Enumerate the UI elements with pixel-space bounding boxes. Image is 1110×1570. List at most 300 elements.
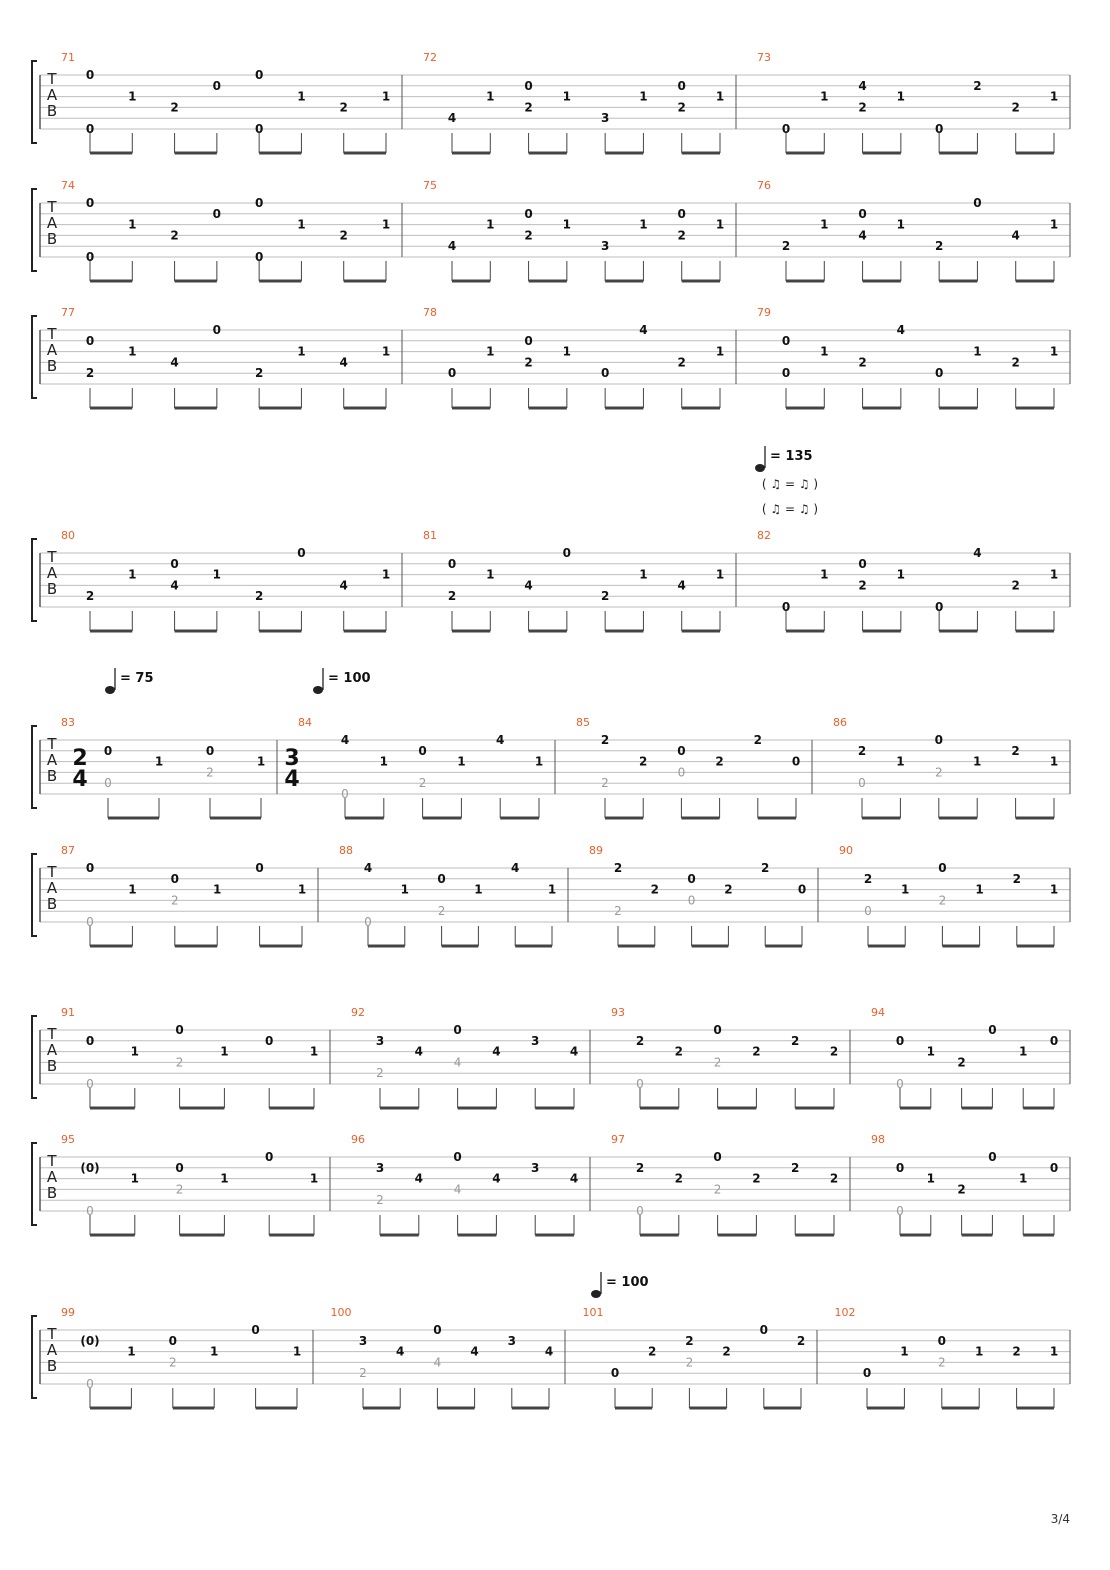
fret-number: 0	[988, 1150, 997, 1164]
fret-number: 3	[531, 1033, 540, 1048]
tab-clef-letter: A	[46, 214, 58, 232]
fret-number: 0	[447, 556, 457, 571]
fret-number: 0	[934, 122, 944, 136]
fret-number: 0	[254, 122, 264, 136]
fret-number: 2	[791, 1033, 800, 1048]
fret-number: 0	[677, 743, 686, 758]
fret-number: 1	[210, 1344, 219, 1359]
measure-number: 89	[589, 844, 603, 857]
fret-number: 0	[85, 68, 95, 82]
fret-number: 0	[896, 1077, 904, 1091]
fret-number: 2	[613, 861, 623, 875]
fret-number: 2	[724, 882, 733, 897]
fret-number: 1	[562, 217, 572, 232]
fret-number: 2	[648, 1344, 657, 1359]
system-bracket	[32, 726, 37, 808]
fret-number: 0	[781, 600, 791, 614]
fret-number: 1	[1019, 1171, 1028, 1186]
fret-number: 2	[1011, 355, 1020, 370]
measure-number: 87	[61, 844, 75, 857]
quarter-note-icon	[591, 1290, 601, 1298]
fret-number: 1	[292, 1344, 302, 1359]
fret-number: 2	[168, 1355, 177, 1370]
fret-number: 0	[86, 1077, 94, 1091]
fret-number: 1	[379, 754, 388, 769]
fret-number: 4	[973, 546, 982, 560]
time-signature-denominator: 4	[72, 767, 88, 792]
measure-number: 78	[423, 306, 437, 319]
fret-number: 1	[297, 89, 306, 104]
fret-number: 1	[297, 344, 306, 359]
fret-number: 2	[206, 765, 214, 780]
measure-number: 76	[757, 179, 771, 192]
fret-number: 2	[170, 893, 179, 908]
fret-number: 1	[896, 567, 906, 582]
fret-number: 2	[753, 733, 762, 747]
tab-clef-letter: A	[46, 751, 58, 769]
fret-number: 0	[938, 861, 947, 875]
fret-number: 4	[1011, 228, 1020, 243]
fret-number: 1	[1049, 567, 1059, 582]
fret-number: 0	[713, 1150, 722, 1164]
fret-number: 2	[376, 1193, 384, 1208]
measure-number: 74	[61, 179, 75, 192]
measure-number: 84	[298, 716, 312, 729]
fret-number: 2	[829, 1044, 839, 1059]
tab-clef-letter: B	[46, 1057, 58, 1075]
fret-number: 0	[781, 366, 791, 381]
fret-number: 1	[820, 217, 829, 232]
fret-number: 2	[674, 1044, 683, 1059]
fret-number: 2	[863, 871, 873, 886]
fret-number: 4	[363, 861, 373, 875]
system-bracket	[32, 1143, 37, 1225]
fret-number: 1	[128, 344, 137, 359]
fret-number: 0	[433, 1323, 442, 1337]
tab-clef-letter: B	[46, 767, 58, 785]
fret-number: 4	[858, 228, 867, 243]
fret-number: 1	[128, 567, 137, 582]
fret-number: 0	[636, 1077, 644, 1091]
fret-number: 2	[715, 754, 724, 769]
fret-number: 2	[957, 1055, 966, 1070]
fret-number: 1	[547, 882, 557, 897]
fret-number: 0	[205, 743, 215, 758]
system-bracket	[32, 854, 37, 936]
tempo-value: = 75	[120, 671, 154, 686]
system-bracket	[32, 1316, 37, 1398]
tab-clef-letter: A	[46, 879, 58, 897]
tempo-value: = 100	[606, 1275, 649, 1290]
fret-number: 2	[938, 893, 947, 908]
fret-number: 0	[103, 743, 113, 758]
fret-number: 0	[791, 754, 801, 769]
fret-number: 2	[600, 733, 610, 747]
fret-number: 0	[175, 1160, 184, 1175]
tab-clef-letter: A	[46, 86, 58, 104]
fret-number: 1	[127, 1344, 136, 1359]
fret-number: 2	[650, 882, 659, 897]
fret-number: 2	[339, 100, 348, 115]
measure-number: 72	[423, 51, 437, 64]
system-bracket	[32, 316, 37, 398]
fret-number: 0	[988, 1023, 997, 1037]
fret-number: 1	[1049, 1344, 1059, 1359]
fret-number: 2	[677, 228, 686, 243]
measure-number: 95	[61, 1133, 75, 1146]
fret-number: 0	[858, 776, 866, 791]
tab-clef-letter: A	[46, 1041, 58, 1059]
fret-number: 2	[601, 776, 609, 791]
fret-number: 2	[761, 861, 770, 875]
fret-number: 4	[340, 733, 350, 747]
fret-number: 2	[418, 776, 427, 791]
system-bracket	[32, 539, 37, 621]
fret-number: 2	[858, 355, 867, 370]
fret-number: 2	[685, 1333, 694, 1348]
fret-number: 0	[170, 556, 179, 571]
fret-number: 4	[453, 1055, 462, 1070]
fret-number: 1	[896, 217, 906, 232]
tab-clef-letter: T	[47, 1325, 57, 1343]
fret-number: 1	[220, 1044, 229, 1059]
fret-number: 0	[524, 333, 533, 348]
fret-number: 0	[85, 196, 95, 210]
fret-number: 1	[926, 1044, 935, 1059]
fret-number: 0	[85, 122, 95, 136]
fret-number: 4	[396, 1344, 405, 1359]
fret-number: 0	[175, 1023, 184, 1037]
fret-number: 1	[381, 89, 391, 104]
time-signature-numerator: 2	[72, 746, 88, 771]
fret-number: 0	[934, 733, 943, 747]
tab-clef-letter: T	[47, 863, 57, 881]
fret-number: 1	[639, 567, 648, 582]
fret-number: 2	[796, 1333, 806, 1348]
fret-number: 1	[715, 344, 725, 359]
fret-number: 2	[829, 1171, 839, 1186]
fret-number: 2	[857, 743, 867, 758]
fret-number: 2	[524, 228, 533, 243]
fret-number: 4	[492, 1171, 501, 1186]
fret-number: 1	[901, 882, 910, 897]
fret-number: 0	[86, 1204, 94, 1218]
fret-number: 1	[973, 754, 982, 769]
measure-number: 98	[871, 1133, 885, 1146]
fret-number: 0	[212, 206, 222, 221]
fret-number: 4	[453, 1182, 462, 1197]
fret-number: 4	[414, 1171, 423, 1186]
fret-number: 0	[858, 556, 867, 571]
fret-number: 0	[781, 333, 791, 348]
fret-number: 4	[433, 1355, 442, 1370]
fret-number: 3	[375, 1160, 385, 1175]
measure-number: 88	[339, 844, 353, 857]
fret-number: 0	[895, 1033, 905, 1048]
fret-number: 2	[639, 754, 648, 769]
fret-number: 1	[715, 567, 725, 582]
fret-number: 2	[376, 1066, 384, 1081]
fret-number: 3	[531, 1160, 540, 1175]
fret-number: 3	[600, 239, 610, 254]
quarter-note-icon	[755, 464, 765, 472]
fret-number: 2	[858, 578, 867, 593]
fret-number: 1	[900, 1344, 909, 1359]
fret-number: 0	[1049, 1160, 1059, 1175]
fret-number: 2	[677, 100, 686, 115]
tab-clef-letter: T	[47, 70, 57, 88]
fret-number: 0	[781, 122, 791, 136]
time-signature-numerator: 3	[284, 746, 300, 771]
fret-number: 0	[453, 1150, 462, 1164]
tab-clef-letter: T	[47, 735, 57, 753]
fret-number: 0	[85, 250, 95, 264]
fret-number: 2	[85, 366, 95, 381]
fret-number: 1	[309, 1044, 319, 1059]
fret-number: 0	[562, 546, 572, 560]
fret-number: 4	[858, 78, 867, 93]
fret-number: 1	[297, 882, 307, 897]
fret-number: 2	[781, 239, 791, 254]
system-bracket	[32, 61, 37, 143]
fret-number: 0	[937, 1333, 946, 1348]
fret-number: 0	[895, 1160, 905, 1175]
fret-number: 3	[507, 1333, 516, 1348]
fret-number: 0	[212, 323, 222, 337]
fret-number: 3	[600, 111, 610, 126]
fret-number: 2	[1011, 100, 1020, 115]
fret-number: 1	[715, 217, 725, 232]
measure-number: 94	[871, 1006, 885, 1019]
fret-number: 1	[213, 882, 222, 897]
fret-number: 0	[297, 546, 306, 560]
fret-number: 1	[562, 344, 572, 359]
fret-number: 1	[128, 882, 137, 897]
fret-number: 2	[791, 1160, 800, 1175]
measure-number: 97	[611, 1133, 625, 1146]
tab-clef-letter: T	[47, 548, 57, 566]
measure-number: 85	[576, 716, 590, 729]
measure-number: 71	[61, 51, 75, 64]
fret-number: 0	[713, 1023, 722, 1037]
measure-number: 100	[330, 1306, 352, 1319]
fret-number: 4	[896, 323, 906, 337]
tab-clef-letter: B	[46, 1184, 58, 1202]
fret-number: 2	[524, 100, 533, 115]
fret-number: 2	[957, 1182, 966, 1197]
fret-number: 1	[973, 344, 982, 359]
fret-number: 2	[175, 1055, 184, 1070]
fret-number: 0	[858, 206, 867, 221]
measure-number: 79	[757, 306, 771, 319]
tab-clef-letter: B	[46, 102, 58, 120]
fret-number: 0	[418, 743, 427, 758]
fret-number: 4	[170, 355, 179, 370]
fret-number: 0	[610, 1366, 620, 1381]
fret-number: 0	[255, 861, 264, 875]
fret-number: 1	[128, 217, 137, 232]
fret-number: 0	[636, 1204, 644, 1218]
tab-clef-letter: A	[46, 1168, 58, 1186]
measure-number: 90	[839, 844, 853, 857]
tab-clef-letter: B	[46, 1357, 58, 1375]
fret-number: 2	[614, 904, 622, 919]
tab-clef-letter: B	[46, 580, 58, 598]
fret-number: 4	[524, 578, 533, 593]
fret-number: 4	[414, 1044, 423, 1059]
measure-number: 92	[351, 1006, 365, 1019]
fret-number: 1	[896, 754, 905, 769]
fret-number: 2	[1012, 1344, 1021, 1359]
fret-number: 1	[639, 217, 648, 232]
quarter-note-icon	[105, 686, 115, 694]
measure-number: 96	[351, 1133, 365, 1146]
fret-number: (0)	[80, 1333, 100, 1348]
fret-number: 4	[339, 578, 348, 593]
fret-number: 4	[496, 733, 505, 747]
time-signature-denominator: 4	[284, 767, 300, 792]
measure-number: 91	[61, 1006, 75, 1019]
fret-number: 1	[1019, 1044, 1028, 1059]
swing-marking: ( ♫ = ♫ )	[761, 477, 819, 491]
fret-number: 2	[339, 228, 348, 243]
fret-number: 1	[896, 89, 906, 104]
measure-number: 73	[757, 51, 771, 64]
fret-number: 0	[85, 861, 95, 875]
tab-clef-letter: T	[47, 198, 57, 216]
fret-number: 1	[154, 754, 164, 769]
fret-number: 2	[254, 589, 264, 604]
fret-number: 0	[447, 366, 457, 381]
measure-number: 102	[834, 1306, 856, 1319]
fret-number: 0	[254, 68, 264, 82]
fret-number: 1	[1049, 89, 1059, 104]
fret-number: 0	[759, 1323, 768, 1337]
fret-number: 0	[1049, 1033, 1059, 1048]
fret-number: 4	[447, 111, 457, 126]
tab-clef-letter: T	[47, 1025, 57, 1043]
measure-number: 80	[61, 529, 75, 542]
fret-number: 2	[713, 1182, 722, 1197]
fret-number: 0	[85, 333, 95, 348]
fret-number: 4	[339, 355, 348, 370]
fret-number: 1	[1049, 344, 1059, 359]
measure-number: 99	[61, 1306, 75, 1319]
fret-number: 0	[251, 1323, 260, 1337]
fret-number: 0	[85, 1033, 95, 1048]
fret-number: 4	[569, 1171, 579, 1186]
fret-number: 0	[168, 1333, 177, 1348]
measure-number: 81	[423, 529, 437, 542]
fret-number: 3	[358, 1333, 368, 1348]
measure-number: 101	[582, 1306, 604, 1319]
fret-number: 2	[722, 1344, 731, 1359]
fret-number: 0	[437, 871, 446, 886]
tab-clef-letter: B	[46, 357, 58, 375]
fret-number: 1	[381, 567, 391, 582]
fret-number: 2	[858, 100, 867, 115]
fret-number: 1	[486, 344, 495, 359]
fret-number: 1	[256, 754, 266, 769]
fret-number: 1	[1049, 882, 1059, 897]
fret-number: 2	[1011, 578, 1020, 593]
fret-number: 0	[600, 366, 610, 381]
swing-marking: ( ♫ = ♫ )	[761, 502, 819, 516]
fret-number: 4	[639, 323, 648, 337]
fret-number: 1	[562, 89, 572, 104]
fret-number: 2	[175, 1182, 184, 1197]
fret-number: 0	[86, 915, 94, 929]
fret-number: 1	[1049, 754, 1059, 769]
measure-number: 82	[757, 529, 771, 542]
fret-number: 0	[524, 78, 533, 93]
measure-number: 77	[61, 306, 75, 319]
fret-number: 0	[86, 1377, 94, 1391]
tab-clef-letter: A	[46, 564, 58, 582]
fret-number: 2	[934, 239, 944, 254]
fret-number: 4	[511, 861, 520, 875]
fret-number: 0	[170, 871, 179, 886]
fret-number: 0	[677, 765, 686, 780]
fret-number: 1	[474, 882, 483, 897]
system-bracket	[32, 189, 37, 271]
fret-number: 2	[447, 589, 457, 604]
system-bracket	[32, 1016, 37, 1098]
tab-clef-letter: B	[46, 230, 58, 248]
measure-number: 86	[833, 716, 847, 729]
fret-number: 1	[130, 1044, 139, 1059]
fret-number: 0	[212, 78, 222, 93]
fret-number: 1	[212, 567, 222, 582]
fret-number: 1	[297, 217, 306, 232]
fret-number: 4	[447, 239, 457, 254]
fret-number: 2	[752, 1044, 761, 1059]
fret-number: 2	[1012, 871, 1021, 886]
fret-number: 0	[341, 787, 349, 801]
tempo-value: = 135	[770, 449, 813, 464]
measure-number: 75	[423, 179, 437, 192]
fret-number: 4	[677, 578, 686, 593]
fret-number: 1	[457, 754, 466, 769]
fret-number: 2	[170, 100, 179, 115]
fret-number: 0	[973, 196, 982, 210]
fret-number: 0	[254, 250, 264, 264]
fret-number: 1	[715, 89, 725, 104]
fret-number: 1	[381, 217, 391, 232]
fret-number: 0	[687, 871, 696, 886]
fret-number: 0	[453, 1023, 462, 1037]
fret-number: 2	[973, 78, 982, 93]
fret-number: 1	[926, 1171, 935, 1186]
fret-number: 2	[752, 1171, 761, 1186]
tempo-value: = 100	[328, 671, 371, 686]
quarter-note-icon	[313, 686, 323, 694]
fret-number: 1	[534, 754, 544, 769]
tab-clef-letter: A	[46, 341, 58, 359]
fret-number: 4	[170, 578, 179, 593]
fret-number: 3	[375, 1033, 385, 1048]
fret-number: 2	[677, 355, 686, 370]
fret-number: 1	[128, 89, 137, 104]
fret-number: 0	[364, 915, 372, 929]
fret-number: 1	[820, 89, 829, 104]
tab-clef-letter: A	[46, 1341, 58, 1359]
fret-number: 0	[896, 1204, 904, 1218]
fret-number: 4	[544, 1344, 554, 1359]
fret-number: 2	[1011, 743, 1020, 758]
fret-number: 0	[254, 196, 264, 210]
measure-number: 93	[611, 1006, 625, 1019]
